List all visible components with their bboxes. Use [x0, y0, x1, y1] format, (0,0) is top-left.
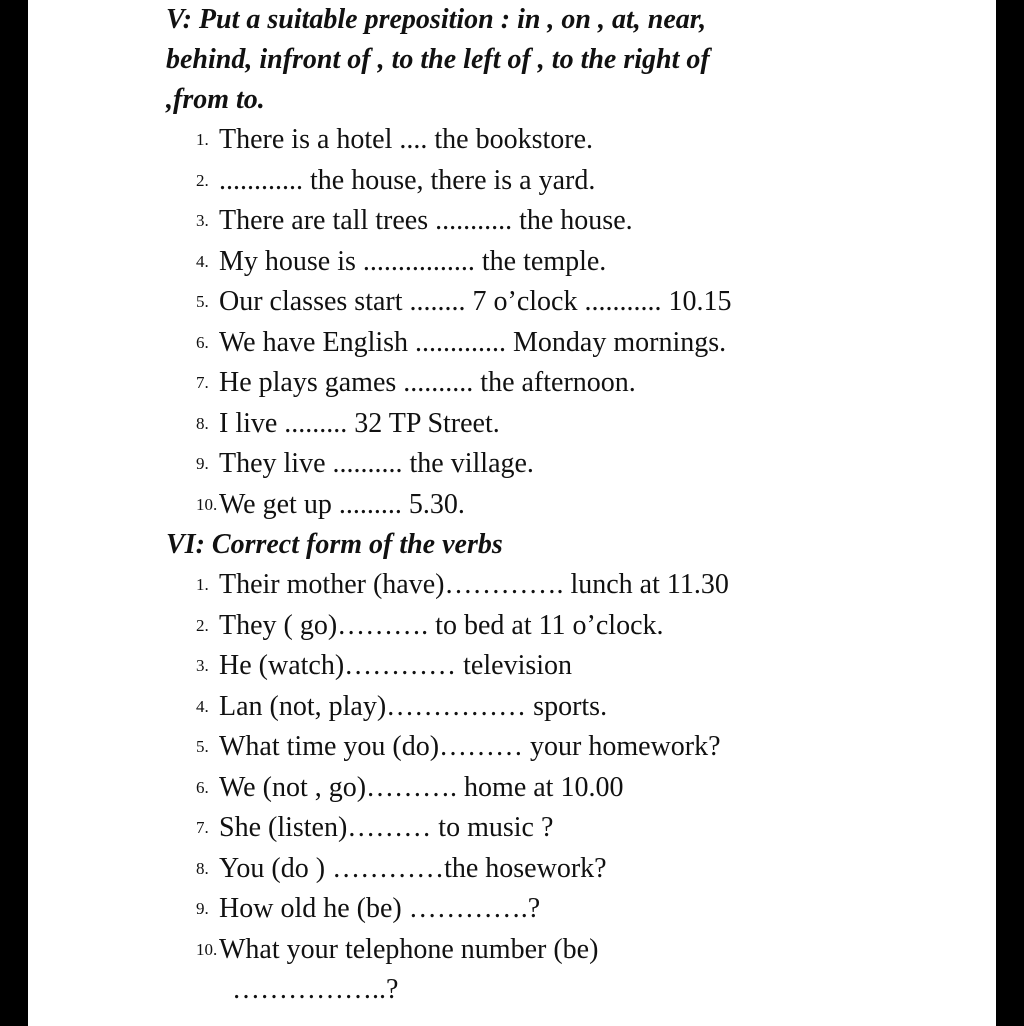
exercise-item: [166, 444, 966, 485]
exercise-item: [166, 889, 966, 930]
item-text: Our classes start ........ 7 o’clock ........... 10.15: [219, 286, 732, 317]
worksheet-content: [166, 0, 966, 1011]
exercise-item: [166, 485, 966, 526]
exercise-item: [166, 565, 966, 606]
exercise-item: [166, 930, 966, 971]
item-number: 10.: [196, 494, 218, 514]
item-text: She (listen)……… to music ?: [219, 812, 554, 843]
exercise-item: [166, 282, 966, 323]
exercise-item: [166, 120, 966, 161]
item-text: We get up ......... 5.30.: [219, 488, 465, 520]
item-number: 1.: [196, 130, 209, 149]
exercise-item: [166, 687, 966, 728]
exercise-item: [166, 363, 966, 404]
item-text: Lan (not, play)…………… sports.: [219, 690, 608, 722]
section-5-heading-line-2: behind, infront of , to the left of , to the right of: [166, 44, 710, 75]
item-number: 5.: [196, 292, 209, 311]
item-number: 3.: [196, 211, 209, 230]
section-5-list: [166, 120, 966, 525]
exercise-item: [166, 646, 966, 687]
item-10-continuation: ……………..?: [232, 974, 399, 1005]
item-text: How old he (be) ………….?: [219, 893, 541, 924]
item-text: ............ the house, there is a yard.: [219, 164, 596, 196]
item-text: You (do ) …………the hosework?: [219, 852, 607, 884]
item-text: We (not , go)………. home at 10.00: [219, 771, 624, 803]
item-text: We have English ............. Monday mornings.: [219, 326, 727, 358]
item-text: What your telephone number (be): [219, 933, 599, 965]
item-number: 8.: [196, 858, 209, 878]
item-number: 1.: [196, 575, 209, 594]
item-text: He plays games .......... the afternoon.: [219, 367, 636, 398]
item-number: 2.: [196, 170, 209, 190]
item-number: 9.: [196, 454, 209, 473]
item-text: There is a hotel .... the bookstore.: [219, 124, 594, 155]
item-text: He (watch)………… television: [219, 650, 573, 681]
item-text: I live ......... 32 TP Street.: [219, 407, 500, 439]
section-6-heading: VI: Correct form of the verbs: [166, 529, 503, 560]
item-number: 5.: [196, 737, 209, 756]
item-number: 4.: [196, 696, 209, 716]
section-5-heading-line-1: V: Put a suitable preposition : in , on , at, near,: [166, 4, 707, 35]
item-number: 4.: [196, 251, 209, 271]
section-6-list: [166, 565, 966, 970]
exercise-item: [166, 161, 966, 202]
exercise-item: [166, 727, 966, 768]
exercise-item: [166, 768, 966, 809]
item-number: 7.: [196, 818, 209, 837]
exercise-item: [166, 808, 966, 849]
item-text: They ( go)………. to bed at 11 o’clock.: [219, 609, 664, 641]
exercise-item: [166, 242, 966, 283]
item-number: 9.: [196, 899, 209, 918]
worksheet-page: [28, 0, 996, 1026]
item-number: 10.: [196, 939, 218, 959]
item-text: What time you (do)……… your homework?: [219, 731, 721, 762]
item-text: Their mother (have)…………. lunch at 11.30: [219, 569, 729, 600]
item-number: 6.: [196, 332, 209, 352]
exercise-item: [166, 849, 966, 890]
exercise-item: [166, 606, 966, 647]
item-text: My house is ................ the temple.: [219, 245, 607, 277]
exercise-item: [166, 323, 966, 364]
section-5-heading-line-3: ,from to.: [166, 84, 265, 115]
item-number: 8.: [196, 413, 209, 433]
item-number: 6.: [196, 777, 209, 797]
item-number: 3.: [196, 656, 209, 675]
exercise-item: [166, 404, 966, 445]
item-text: There are tall trees ........... the house.: [219, 205, 633, 236]
item-number: 7.: [196, 373, 209, 392]
item-text: They live .......... the village.: [219, 448, 534, 479]
item-number: 2.: [196, 615, 209, 635]
exercise-item: [166, 201, 966, 242]
